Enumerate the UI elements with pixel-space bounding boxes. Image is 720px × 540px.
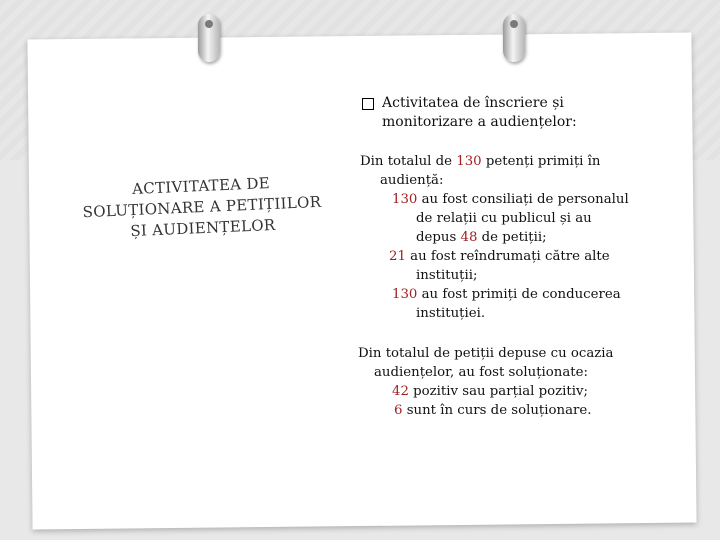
slide-title [57,170,347,246]
stat-line: 21 au fost reîndrumați către alte [389,249,610,264]
stat-number: 130 [392,287,418,302]
title-line: ACTIVITATEA DE [131,174,271,199]
checkbox-bullet-icon [362,98,374,110]
stat-number: 6 [394,403,403,418]
heading-line: monitorizare a audiențelor: [382,114,577,130]
stat-number: 130 [456,154,482,169]
stat-line: Din totalul de petiții depuse cu ocazia [358,346,614,361]
stat-line: Din totalul de 130 petenți primiți în [360,154,601,169]
stat-line: audiențelor, au fost soluționate: [374,365,588,380]
stat-line: depus 48 de petiții; [416,230,547,245]
title-line: SOLUȚIONARE A PETIȚIILOR [82,192,322,222]
heading-line: Activitatea de înscriere și [382,95,564,111]
stat-line: 130 au fost consiliați de personalul [392,192,629,207]
stat-line: 130 au fost primiți de conducerea [392,287,621,302]
stat-line: 42 pozitiv sau parțial pozitiv; [392,384,588,399]
stat-line: 6 sunt în curs de soluționare. [394,403,592,418]
bullet-heading [362,94,682,132]
stat-number: 130 [392,192,418,207]
stat-number: 48 [460,230,478,245]
title-line: ȘI AUDIENȚELOR [129,215,276,241]
stat-line: audiență: [380,173,444,188]
pin-icon [198,14,220,62]
stat-line: de relații cu publicul și au [416,211,592,226]
stat-line: instituții; [416,268,478,283]
stat-line: instituției. [416,306,486,321]
audience-stats-block [360,152,629,323]
pin-icon [503,14,525,62]
petitions-resolved-block [358,344,613,420]
stat-number: 42 [392,384,409,399]
stat-number: 21 [389,249,406,264]
